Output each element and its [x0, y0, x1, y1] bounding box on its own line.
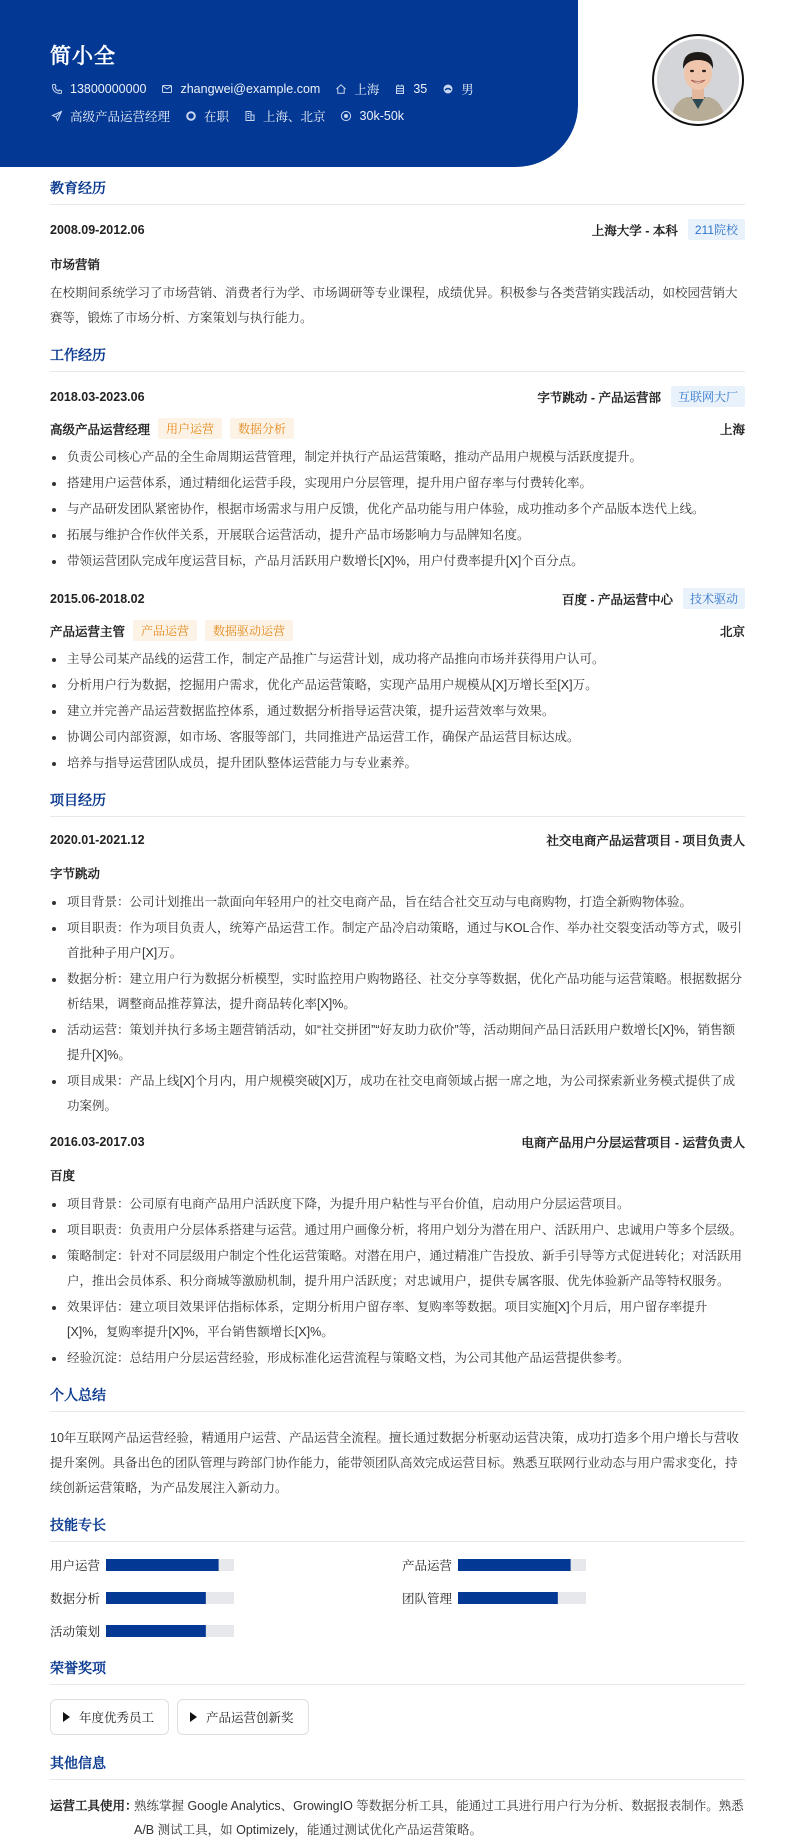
skill-label: 团队管理: [402, 1592, 453, 1606]
target-cities-item: [243, 107, 326, 125]
projects-section: [50, 790, 745, 1371]
city-item: [334, 80, 379, 98]
project-date: 2016.03-2017.03: [50, 1135, 145, 1149]
project-entry: [50, 831, 745, 1119]
skill-label: 活动策划: [50, 1625, 101, 1639]
contact-row: [50, 80, 488, 98]
calendar-icon: [393, 83, 406, 96]
honor-item[interactable]: [177, 1699, 309, 1735]
other-section: [50, 1753, 745, 1842]
company-name: 百度 - 产品运营中心: [561, 592, 673, 607]
phone-icon: [50, 83, 63, 96]
employment-status: 在职: [204, 110, 230, 124]
email-address: zhangwei@example.com: [180, 82, 321, 96]
phone-item: [50, 82, 146, 96]
gender-item: [441, 80, 474, 98]
bullet-item: 效果评估：建立项目效果评估指标体系，定期分析用户留存率、复购率等数据。项目实施[X]个月后，用户留存率提升[X]%，复购率提升[X]%，平台销售额增长[X]%。: [50, 1295, 745, 1345]
education-date: 2008.09-2012.06: [50, 222, 145, 237]
mail-icon: [160, 83, 173, 96]
home-icon: [334, 83, 347, 96]
bullet-item: 数据分析：建立用户行为数据分析模型，实时监控用户购物路径、社交分享等数据，优化产品功能与运营策略。根据数据分析结果，调整商品推荐算法，提升商品转化率[X]%。: [50, 967, 745, 1017]
job-location: 上海: [719, 422, 745, 437]
honors-list: [50, 1699, 745, 1735]
bullet-item: 带领运营团队完成年度运营目标，产品月活跃用户数增长[X]%，用户付费率提升[X]个百分点。: [50, 549, 745, 574]
skill-item: [50, 1622, 402, 1640]
bullet-item: 拓展与维护合作伙伴关系，开展联合运营活动，提升产品市场影响力与品牌知名度。: [50, 523, 745, 548]
skill-bar: [106, 1592, 234, 1604]
section-title-honors: 荣誉奖项: [50, 1658, 745, 1685]
target-cities: 上海、北京: [263, 110, 326, 124]
position-item: [50, 107, 170, 125]
skill-tag: 数据驱动运营: [205, 620, 293, 641]
job-intent-row: [50, 107, 418, 125]
avatar-photo: [657, 39, 739, 121]
work-entry: [50, 588, 745, 776]
age: 35: [413, 82, 428, 96]
section-title-work: 工作经历: [50, 345, 745, 372]
skill-tag: 产品运营: [133, 620, 197, 641]
work-bullets: [50, 647, 745, 776]
avatar: [652, 34, 744, 126]
work-section: [50, 345, 745, 776]
bullet-item: 分析用户行为数据，挖掘用户需求，优化产品运营策略，实现产品用户规模从[X]万增长至[X]万。: [50, 673, 745, 698]
gender-icon: [441, 83, 454, 96]
play-triangle-icon: [63, 1712, 70, 1722]
project-company: 百度: [50, 1169, 76, 1183]
bullet-item: 项目职责：作为项目负责人，统筹产品运营工作。制定产品冷启动策略，通过与KOL合作、举办社交裂变活动等方式，吸引首批种子用户[X]万。: [50, 916, 745, 966]
project-name: 社交电商产品运营项目 - 项目负责人: [546, 834, 745, 848]
skill-label: 产品运营: [402, 1559, 453, 1573]
work-bullets: [50, 445, 745, 574]
skill-item: [50, 1556, 402, 1574]
project-bullets: [50, 1192, 745, 1371]
project-entry: [50, 1133, 745, 1371]
bullet-item: 与产品研发团队紧密协作，根据市场需求与用户反馈，优化产品功能与用户体验，成功推动多个产品版本迭代上线。: [50, 497, 745, 522]
job-role: 产品运营主管: [50, 624, 126, 639]
phone-number: 13800000000: [70, 82, 147, 96]
job-role: 高级产品运营经理: [50, 422, 151, 437]
project-date: 2020.01-2021.12: [50, 833, 145, 847]
bullet-item: 培养与指导运营团队成员，提升团队整体运营能力与专业素养。: [50, 751, 745, 776]
other-item: [50, 1794, 745, 1842]
bullet-item: 负责公司核心产品的全生命周期运营管理，制定并执行产品运营策略，推动产品用户规模与活跃度提升。: [50, 445, 745, 470]
skill-bar: [458, 1592, 586, 1604]
skill-item: [50, 1589, 402, 1607]
section-title-projects: 项目经历: [50, 790, 745, 817]
company-name: 字节跳动 - 产品运营部: [537, 390, 661, 405]
education-entry: [50, 219, 745, 331]
salary-item: [340, 109, 404, 123]
section-title-other: 其他信息: [50, 1753, 745, 1780]
target-position: 高级产品运营经理: [70, 110, 171, 124]
other-label: 运营工具使用：: [50, 1799, 138, 1813]
section-title-summary: 个人总结: [50, 1385, 745, 1412]
summary-section: [50, 1385, 745, 1501]
bullet-item: 搭建用户运营体系，通过精细化运营手段，实现用户分层管理，提升用户留存率与付费转化率。: [50, 471, 745, 496]
skill-bar: [106, 1559, 234, 1571]
honor-label: 年度优秀员工: [79, 1711, 155, 1725]
age-item: [393, 82, 427, 96]
skill-bar: [458, 1559, 586, 1571]
candidate-name: 简小全: [50, 45, 116, 68]
education-section: [50, 178, 745, 331]
major: 市场营销: [50, 258, 101, 272]
skill-fill: [106, 1625, 206, 1637]
bullet-item: 活动运营：策划并执行多场主题营销活动，如“社交拼团”“好友助力砍价”等，活动期间产品日活跃用户数增长[X]%，销售额提升[X]%。: [50, 1018, 745, 1068]
skill-label: 数据分析: [50, 1592, 101, 1606]
bullet-item: 建立并完善产品运营数据监控体系，通过数据分析指导运营决策，提升运营效率与效果。: [50, 699, 745, 724]
skill-tag: 数据分析: [230, 418, 294, 439]
skill-fill: [106, 1559, 219, 1571]
summary-text: 10年互联网产品运营经验，精通用户运营、产品运营全流程。擅长通过数据分析驱动运营决策，成功打造多个用户增长与营收提升案例。具备出色的团队管理与跨部门协作能力，能带领团队高效完成运营目标。熟悉互联网行业动态与用户需求变化，持续创新运营策略，为产品发展注入新动力。: [50, 1431, 739, 1495]
bullet-item: 项目背景：公司计划推出一款面向年轻用户的社交电商产品，旨在结合社交互动与电商购物，打造全新购物体验。: [50, 890, 745, 915]
school-name: 上海大学 - 本科: [591, 223, 678, 238]
bullet-item: 项目职责：负责用户分层体系搭建与运营。通过用户画像分析，将用户划分为潜在用户、活跃用户、忠诚用户等多个层级。: [50, 1218, 745, 1243]
skill-bar: [106, 1625, 234, 1637]
skill-tag: 用户运营: [158, 418, 222, 439]
project-company: 字节跳动: [50, 867, 101, 881]
skill-item: [402, 1589, 745, 1607]
city: 上海: [354, 83, 380, 97]
send-icon: [50, 110, 63, 123]
section-title-skills: 技能专长: [50, 1515, 745, 1542]
company-badge: 技术驱动: [683, 588, 745, 609]
bullet-item: 协调公司内部资源，如市场、客服等部门，共同推进产品运营工作，确保产品运营目标达成。: [50, 725, 745, 750]
skills-grid: [50, 1556, 745, 1640]
bullet-item: 项目背景：公司原有电商产品用户活跃度下降，为提升用户粘性与平台价值，启动用户分层运营项目。: [50, 1192, 745, 1217]
building-icon: [243, 110, 256, 123]
skill-fill: [458, 1592, 558, 1604]
work-entry: [50, 386, 745, 574]
bullet-item: 经验沉淀：总结用户分层运营经验，形成标准化运营流程与策略文档，为公司其他产品运营提供参考。: [50, 1346, 745, 1371]
honor-item[interactable]: [50, 1699, 169, 1735]
skills-section: [50, 1515, 745, 1640]
other-text: 熟练掌握 Google Analytics、GrowingIO 等数据分析工具，能通过工具进行用户行为分析、数据报表制作。熟悉 A/B 测试工具，如 Optimizely，能通过测试优化产品运营策略。: [134, 1799, 744, 1837]
skill-label: 用户运营: [50, 1559, 101, 1573]
company-badge: 互联网大厂: [671, 386, 745, 407]
job-location: 北京: [719, 624, 745, 639]
project-bullets: [50, 890, 745, 1119]
bullet-item: 策略制定：针对不同层级用户制定个性化运营策略。对潜在用户，通过精准广告投放、新手引导等方式促进转化；对活跃用户，推出会员体系、积分商城等激励机制，提升用户活跃度；对忠诚用户，提供专属客服、优先体验新产品等特权服务。: [50, 1244, 745, 1294]
resume-body: [50, 178, 745, 1842]
education-description: 在校期间系统学习了市场营销、消费者行为学、市场调研等专业课程，成绩优异。积极参与各类营销实践活动，如校园营销大赛等，锻炼了市场分析、方案策划与执行能力。: [50, 286, 738, 325]
skill-fill: [106, 1592, 206, 1604]
work-date: 2018.03-2023.06: [50, 389, 145, 404]
email-item: [160, 82, 320, 96]
skill-item: [402, 1556, 745, 1574]
project-name: 电商产品用户分层运营项目 - 运营负责人: [521, 1136, 745, 1150]
gender: 男: [461, 83, 474, 97]
school-badge: 211院校: [688, 219, 745, 240]
honor-label: 产品运营创新奖: [206, 1711, 294, 1725]
honors-section: [50, 1658, 745, 1735]
skill-fill: [458, 1559, 571, 1571]
bullet-item: 项目成果：产品上线[X]个月内，用户规模突破[X]万，成功在社交电商领域占据一席之地，为公司探索新业务模式提供了成功案例。: [50, 1069, 745, 1119]
status-icon: [184, 110, 197, 123]
work-date: 2015.06-2018.02: [50, 591, 145, 606]
resume-header: [0, 0, 578, 167]
salary-icon: [340, 110, 353, 123]
status-item: [184, 107, 229, 125]
expected-salary: 30k-50k: [359, 109, 405, 123]
section-title-education: 教育经历: [50, 178, 745, 205]
bullet-item: 主导公司某产品线的运营工作，制定产品推广与运营计划，成功将产品推向市场并获得用户认可。: [50, 647, 745, 672]
play-triangle-icon: [190, 1712, 197, 1722]
